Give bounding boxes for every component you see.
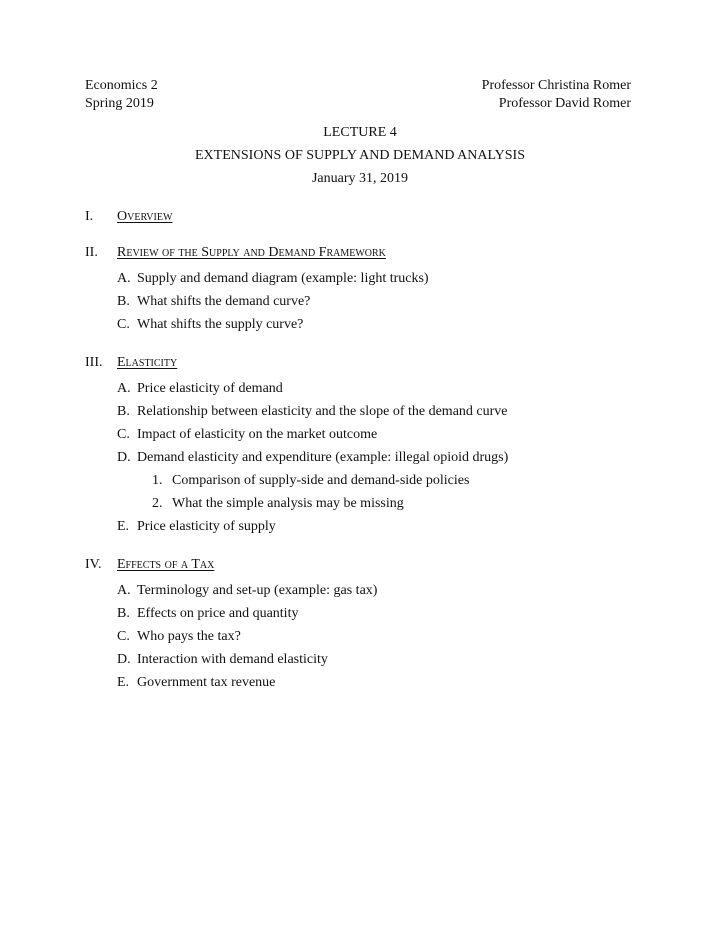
list-item bbox=[117, 377, 645, 400]
section-items bbox=[117, 267, 645, 336]
item-text: Demand elasticity and expenditure (example: illegal opioid drugs) bbox=[137, 450, 509, 465]
item-label: B. bbox=[117, 294, 130, 309]
list-item bbox=[117, 515, 645, 538]
subitem-text: Comparison of supply-side and demand-side policies bbox=[172, 473, 470, 488]
lecture-date: January 31, 2019 bbox=[311, 171, 409, 186]
list-item bbox=[117, 313, 645, 336]
subitem-label: 1. bbox=[152, 473, 163, 488]
item-text: Government tax revenue bbox=[137, 675, 276, 690]
outline-section bbox=[85, 244, 645, 336]
item-text: What shifts the supply curve? bbox=[137, 317, 304, 332]
list-item bbox=[117, 625, 645, 648]
item-label: A. bbox=[117, 271, 131, 286]
course-name: Economics 2 bbox=[85, 78, 158, 93]
section-numeral: III. bbox=[85, 355, 103, 370]
title-block bbox=[0, 124, 720, 193]
professor-2: Professor David Romer bbox=[498, 96, 631, 111]
list-item bbox=[117, 267, 645, 290]
item-text: Supply and demand diagram (example: light trucks) bbox=[137, 271, 429, 286]
section-heading: Review of the Supply and Demand Framework bbox=[117, 245, 386, 260]
section-heading-row bbox=[85, 208, 645, 226]
item-label: C. bbox=[117, 317, 130, 332]
list-item bbox=[117, 602, 645, 625]
outline-section bbox=[85, 208, 645, 226]
item-text: Relationship between elasticity and the slope of the demand curve bbox=[137, 404, 508, 419]
section-numeral: IV. bbox=[85, 557, 102, 572]
section-items bbox=[117, 579, 645, 694]
outline bbox=[85, 208, 645, 712]
sub-list-item bbox=[152, 469, 645, 492]
section-heading-row bbox=[85, 556, 645, 574]
item-label: D. bbox=[117, 652, 131, 667]
subitem-label: 2. bbox=[152, 496, 163, 511]
item-label: D. bbox=[117, 450, 131, 465]
lecture-number: LECTURE 4 bbox=[323, 125, 397, 140]
outline-section bbox=[85, 556, 645, 694]
list-item bbox=[117, 579, 645, 602]
item-label: B. bbox=[117, 606, 130, 621]
lecture-title: EXTENSIONS OF SUPPLY AND DEMAND ANALYSIS bbox=[195, 148, 525, 163]
item-label: A. bbox=[117, 583, 131, 598]
subitem-text: What the simple analysis may be missing bbox=[172, 496, 404, 511]
header bbox=[85, 77, 631, 113]
section-numeral: I. bbox=[85, 209, 94, 224]
item-text: What shifts the demand curve? bbox=[137, 294, 311, 309]
list-item bbox=[117, 446, 645, 469]
item-text: Who pays the tax? bbox=[137, 629, 241, 644]
list-item bbox=[117, 648, 645, 671]
section-heading: Overview bbox=[117, 209, 173, 224]
list-item bbox=[117, 423, 645, 446]
section-heading: Elasticity bbox=[117, 355, 178, 370]
item-text: Impact of elasticity on the market outcome bbox=[137, 427, 378, 442]
item-text: Price elasticity of supply bbox=[137, 519, 276, 534]
item-label: C. bbox=[117, 629, 130, 644]
list-item bbox=[117, 290, 645, 313]
sub-list-item bbox=[152, 492, 645, 515]
item-label: C. bbox=[117, 427, 130, 442]
item-label: B. bbox=[117, 404, 130, 419]
list-item bbox=[117, 400, 645, 423]
item-label: A. bbox=[117, 381, 131, 396]
item-text: Interaction with demand elasticity bbox=[137, 652, 328, 667]
item-label: E. bbox=[117, 519, 130, 534]
section-heading-row bbox=[85, 244, 645, 262]
item-text: Price elasticity of demand bbox=[137, 381, 283, 396]
item-label: E. bbox=[117, 675, 130, 690]
section-heading: Effects of a Tax bbox=[117, 557, 215, 572]
outline-section bbox=[85, 354, 645, 538]
section-heading-row bbox=[85, 354, 645, 372]
section-items bbox=[117, 377, 645, 538]
item-text: Terminology and set-up (example: gas tax) bbox=[137, 583, 378, 598]
section-numeral: II. bbox=[85, 245, 98, 260]
professor-1: Professor Christina Romer bbox=[481, 78, 631, 93]
item-text: Effects on price and quantity bbox=[137, 606, 299, 621]
list-item bbox=[117, 671, 645, 694]
term: Spring 2019 bbox=[85, 96, 154, 111]
